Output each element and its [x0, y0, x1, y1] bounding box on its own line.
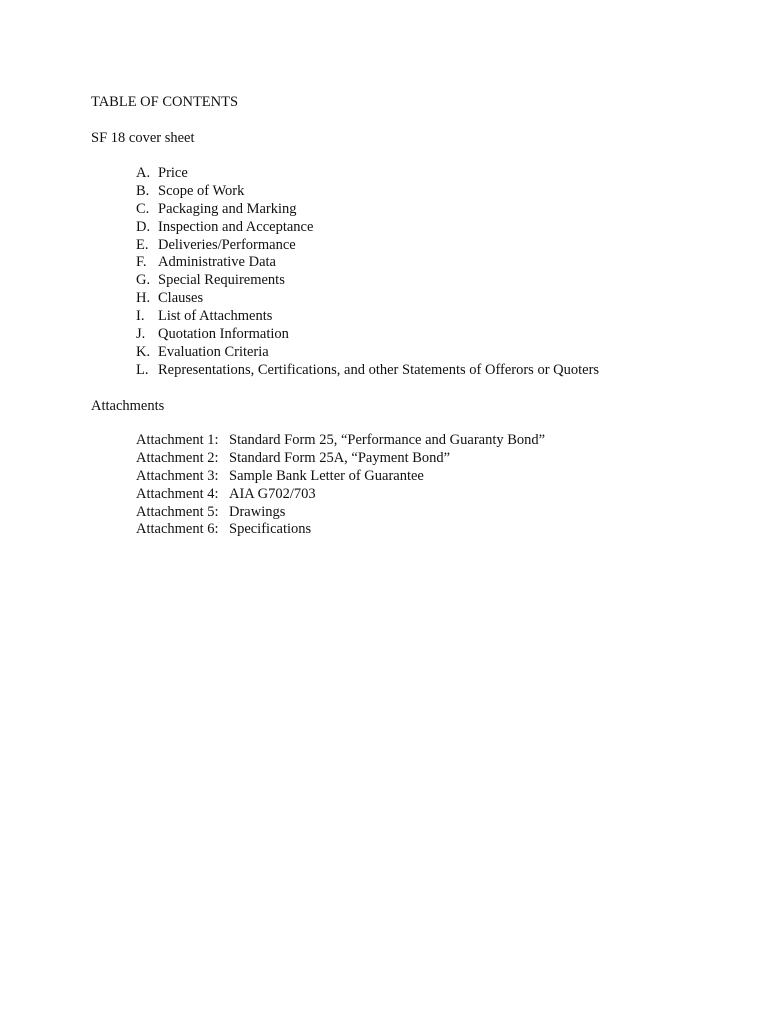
section-letter: D. — [136, 218, 151, 235]
attachment-description: Sample Bank Letter of Guarantee — [229, 467, 424, 484]
section-label: List of Attachments — [158, 308, 273, 325]
section-item — [136, 326, 599, 344]
attachment-description: Specifications — [229, 521, 312, 538]
attachments-heading: Attachments — [91, 398, 165, 414]
attachment-label: Attachment 2: — [136, 449, 219, 466]
section-letter: H. — [136, 290, 151, 307]
section-letter: B. — [136, 182, 150, 199]
attachment-item — [136, 521, 545, 539]
attachment-description: Standard Form 25, “Performance and Guaranty Bond” — [229, 432, 546, 448]
page-title: TABLE OF CONTENTS — [91, 94, 239, 110]
section-label: Deliveries/Performance — [158, 236, 296, 253]
attachment-description: Drawings — [229, 503, 286, 520]
attachment-list — [136, 432, 545, 539]
section-letter: J. — [136, 326, 146, 343]
attachment-item — [136, 504, 545, 522]
attachment-label: Attachment 4: — [136, 485, 219, 502]
section-item — [136, 344, 599, 362]
section-item — [136, 219, 599, 237]
section-label: Evaluation Criteria — [158, 343, 269, 360]
section-label: Representations, Certifications, and other Statements of Offerors or Quoters — [158, 361, 600, 378]
section-letter: C. — [136, 200, 150, 217]
attachment-description: Standard Form 25A, “Payment Bond” — [229, 449, 451, 466]
section-item — [136, 308, 599, 326]
section-label: Administrative Data — [158, 254, 276, 271]
section-item — [136, 362, 599, 380]
attachment-description: AIA G702/703 — [229, 485, 316, 502]
section-letter: A. — [136, 165, 151, 181]
section-item — [136, 183, 599, 201]
attachment-label: Attachment 1: — [136, 432, 219, 448]
attachment-label: Attachment 5: — [136, 503, 219, 520]
section-label: Inspection and Acceptance — [158, 218, 314, 235]
section-item — [136, 272, 599, 290]
attachment-item — [136, 486, 545, 504]
attachment-label: Attachment 6: — [136, 521, 219, 538]
section-label: Price — [158, 165, 188, 181]
section-item — [136, 254, 599, 272]
attachment-label: Attachment 3: — [136, 467, 219, 484]
section-label: Scope of Work — [158, 182, 245, 199]
section-letter: I. — [136, 308, 145, 325]
section-letter: K. — [136, 343, 151, 360]
attachment-item — [136, 450, 545, 468]
section-letter: E. — [136, 236, 149, 253]
attachment-item — [136, 432, 545, 450]
section-list — [136, 165, 599, 380]
section-item — [136, 290, 599, 308]
section-letter: L. — [136, 361, 149, 378]
section-item — [136, 237, 599, 255]
section-label: Packaging and Marking — [158, 200, 297, 217]
section-letter: F. — [136, 254, 147, 271]
section-letter: G. — [136, 272, 151, 289]
section-label: Special Requirements — [158, 272, 285, 289]
cover-sheet-line: SF 18 cover sheet — [91, 130, 195, 146]
section-item — [136, 165, 599, 183]
attachment-item — [136, 468, 545, 486]
section-label: Quotation Information — [158, 326, 289, 343]
section-label: Clauses — [158, 290, 204, 307]
section-item — [136, 201, 599, 219]
